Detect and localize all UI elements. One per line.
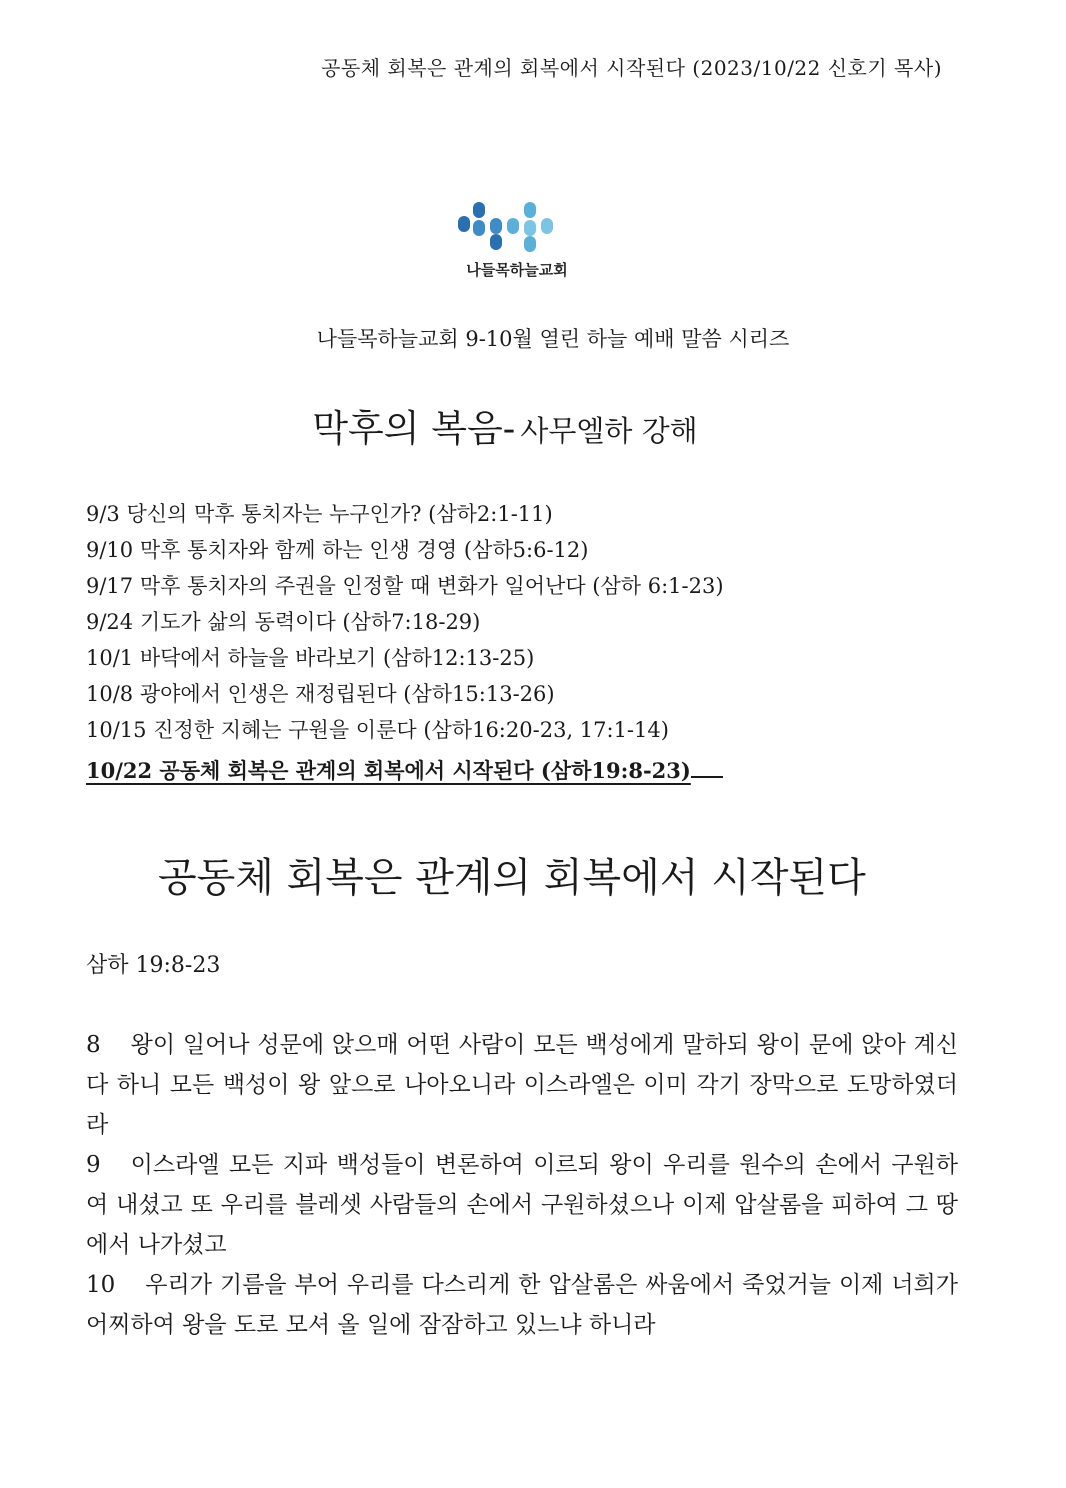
- document-header: 공동체 회복은 관계의 회복에서 시작된다 (2023/10/22 신호기 목사): [321, 56, 942, 80]
- series-title: 나들목하늘교회 9-10월 열린 하늘 예배 말씀 시리즈: [316, 327, 790, 351]
- sermon-schedule-list: [86, 498, 986, 786]
- verse-number: 10: [86, 1272, 116, 1298]
- schedule-item: 9/17 막후 통치자의 주권을 인정할 때 변화가 일어난다 (삼하 6:1-23): [86, 574, 724, 598]
- schedule-item: 10/15 진정한 지혜는 구원을 이룬다 (삼하16:20-23, 17:1-14): [86, 718, 669, 742]
- schedule-item-current: [86, 750, 758, 786]
- verse-text: 우리가 기름을 부어 우리를 다스리게 한 압살롬은 싸움에서 죽었거늘 이제 너희가 어찌하여 왕을 도로 모셔 올 일에 잠잠하고 있느냐 하니라: [86, 1272, 958, 1338]
- passage-reference: 삼하 19:8-23: [86, 953, 221, 978]
- logo-church-name: 나들목하늘교회: [466, 261, 568, 279]
- schedule-item: 9/10 막후 통치자와 함께 하는 인생 경영 (삼하5:6-12): [86, 538, 589, 562]
- verse-number: 8: [86, 1032, 101, 1058]
- sermon-title: 공동체 회복은 관계의 회복에서 시작된다: [158, 855, 866, 901]
- verse-number: 9: [86, 1152, 101, 1178]
- main-title-secondary: 사무엘하 강해: [520, 414, 698, 448]
- verse: [86, 1025, 958, 1145]
- series-main-title: [0, 398, 1010, 452]
- scripture-verses: [86, 1025, 958, 1345]
- schedule-item: 9/3 당신의 막후 통치자는 누구인가? (삼하2:1-11): [86, 502, 553, 526]
- church-logo: [455, 196, 585, 292]
- verse: [86, 1145, 958, 1265]
- main-title-primary: 막후의 복음-: [312, 407, 516, 450]
- logo-mark-icon: [455, 196, 579, 256]
- schedule-item: 9/24 기도가 삶의 동력이다 (삼하7:18-29): [86, 610, 481, 634]
- underline-extension: [691, 750, 723, 778]
- verse-text: 왕이 일어나 성문에 앉으매 어떤 사람이 모든 백성에게 말하되 왕이 문에 앉아 계신다 하니 모든 백성이 왕 앞으로 나아오니라 이스라엘은 이미 각기 장막으로 도망하였더라: [86, 1032, 958, 1138]
- schedule-item: 10/1 바닥에서 하늘을 바라보기 (삼하12:13-25): [86, 646, 535, 670]
- schedule-current-text: 10/22 공동체 회복은 관계의 회복에서 시작된다 (삼하19:8-23): [86, 758, 691, 783]
- verse: [86, 1265, 958, 1345]
- verse-text: 이스라엘 모든 지파 백성들이 변론하여 이르되 왕이 우리를 원수의 손에서 구원하여 내셨고 또 우리를 블레셋 사람들의 손에서 구원하셨으나 이제 압살롬을 피하여 그 땅에서 나가셨고: [86, 1152, 958, 1258]
- schedule-item: 10/8 광야에서 인생은 재정립된다 (삼하15:13-26): [86, 682, 555, 706]
